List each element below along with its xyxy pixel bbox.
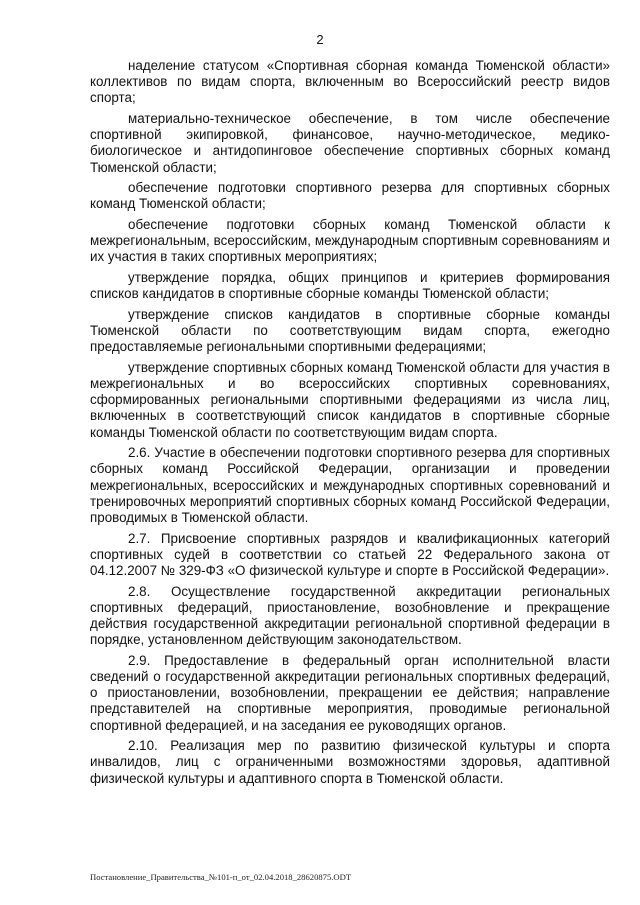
paragraph-candidate-lists: утверждение списков кандидатов в спортивные сборные команды Тюменской области по соответствующим видам спорта, ежегодно предоставляемые региональными спортивными федерациями; (90, 306, 610, 355)
paragraph-2-10: 2.10. Реализация мер по развитию физической культуры и спорта инвалидов, лиц с ограниченными возможностями здоровья, адаптивной физической культуры и адаптивного спорта в Тюменской области. (90, 738, 610, 786)
paragraph-2-9: 2.9. Предоставление в федеральный орган исполнительной власти сведений о государственной аккредитации региональных спортивных федераций, о приостановлении, возобновлении, прекращении ее действия; направление представителей на спортивные мероприятия, проводимые региональной спортивной федерацией, и на заседания ее руководящих органов. (90, 652, 610, 733)
paragraph-material-support: материально-техническое обеспечение, в том числе обеспечение спортивной экипировкой, финансовое, научно-методическое, медико-биологическое и антидопинговое обеспечение спортивных сборных команд Тюменской области; (90, 111, 610, 175)
document-footer-filename: Постановление_Правительства_№101-п_от_02.04.2018_28620875.ODT (90, 872, 352, 882)
paragraph-competition-preparation: обеспечение подготовки сборных команд Тюменской области к межрегиональным, всероссийским, международным спортивным соревнованиям и их участия в таких спортивных мероприятиях; (90, 217, 610, 265)
page-number: 2 (316, 32, 324, 47)
paragraph-team-approval: утверждение спортивных сборных команд Тюменской области для участия в межрегиональных и во всероссийских спортивных соревнованиях, сформированных региональными спортивными федерациями из числа лиц, включенных в соответствующий список кандидатов в спортивные сборные команды Тюменской области по соответствующим видам спорта. (90, 359, 610, 440)
paragraph-2-6: 2.6. Участие в обеспечении подготовки спортивного резерва для спортивных сборных команд Российской Федерации, организации и проведении межрегиональных, всероссийских и международных спортивных соревнований и тренировочных мероприятий спортивных сборных команд Российской Федерации, проводимых в Тюменской области. (90, 445, 610, 526)
paragraph-2-8: 2.8. Осуществление государственной аккредитации региональных спортивных федераций, приостановление, возобновление и прекращение действия государственной аккредитации региональной спортивной федерации в порядке, установленном действующим законодательством. (90, 583, 610, 648)
paragraph-accreditation-status: наделение статусом «Спортивная сборная команда Тюменской области» коллективов по видам спорта, включенным во Всероссийский реестр видов спорта; (90, 58, 610, 106)
paragraph-2-7: 2.7. Присвоение спортивных разрядов и квалификационных категорий спортивных судей в соответствии со статьей 22 Федерального закона от 04.12.2007 № 329-ФЗ «О физической культуре и спорте в Российской Федерации». (90, 530, 610, 579)
paragraph-candidate-criteria: утверждение порядка, общих принципов и критериев формирования списков кандидатов в спортивные сборные команды Тюменской области; (90, 270, 610, 302)
document-body (90, 58, 610, 791)
paragraph-reserve-training: обеспечение подготовки спортивного резерва для спортивных сборных команд Тюменской области; (90, 180, 610, 212)
